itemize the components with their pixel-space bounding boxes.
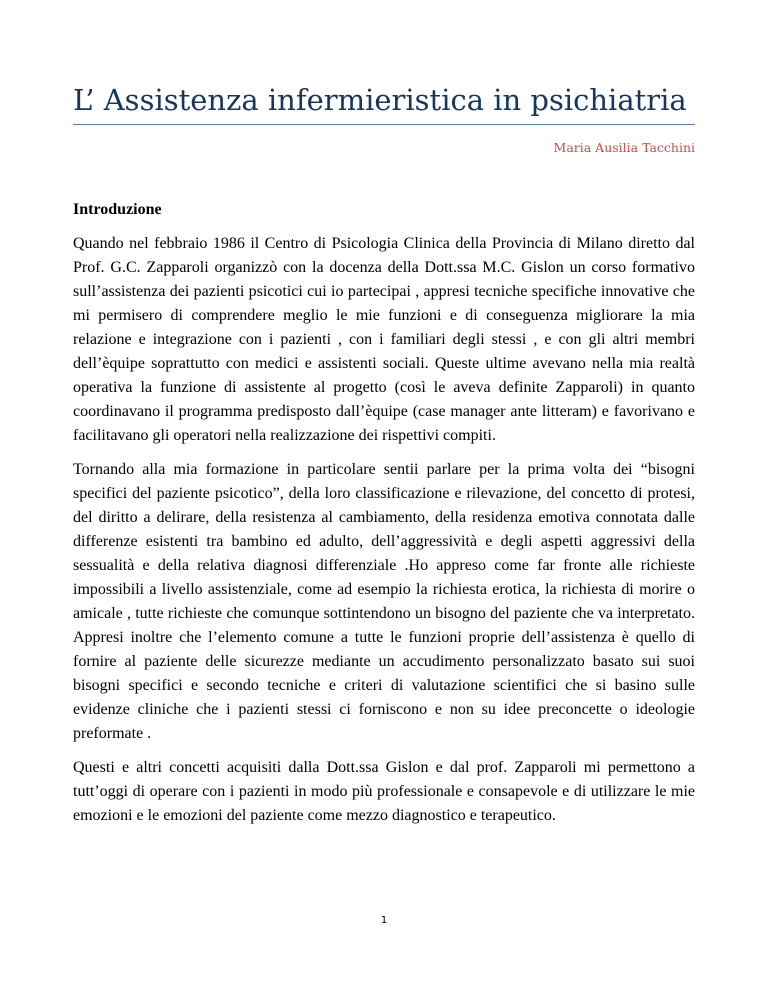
author-name: Maria Ausilia Tacchini — [553, 140, 695, 155]
paragraph-1: Quando nel febbraio 1986 il Centro di Psicologia Clinica della Provincia di Milano diretto dal Prof. G.C. Zapparoli organizzò con la docenza della Dott.ssa M.C. Gislon un corso formativo sull’assistenza dei pazienti psicotici cui io partecipai , appresi tecniche specifiche innovative che mi permisero di comprendere meglio le mie funzioni e di conseguenza migliorare la mia relazione e integrazione con i pazienti , con i familiari degli stessi , e con gli altri membri dell’èquipe soprattutto con medici e assistenti sociali. Queste ultime avevano nella mia realtà operativa la funzione di assistente al progetto (così le aveva definite Zapparoli) in quanto coordinavano il programma predisposto dall’èquipe (case manager ante litteram) e favorivano e facilitavano gli operatori nella realizzazione dei rispettivi compiti. — [73, 235, 695, 444]
paragraph-3: Questi e altri concetti acquisiti dalla Dott.ssa Gislon e dal prof. Zapparoli mi permettono a tutt’oggi di operare con i pazienti in modo più professionale e consapevole e di utilizzare le mie emozioni e le emozioni del paziente come mezzo diagnostico e terapeutico. — [73, 759, 695, 824]
document-body — [73, 198, 695, 838]
document-title: L’ Assistenza infermieristica in psichiatria — [73, 83, 687, 117]
paragraph-2: Tornando alla mia formazione in particolare sentii parlare per la prima volta dei “bisogni specifici del paziente psicotico”, della loro classificazione e rilevazione, del concetto di protesi, del diritto a delirare, della resistenza al cambiamento, della residenza emotiva connotata dalle differenze esistenti tra bambino ed adulto, dell’aggressività e degli aspetti aggressivi della sessualità e della relativa diagnosi differenziale .Ho appreso come far fronte alle richieste impossibili a livello assistenziale, come ad esempio la richiesta erotica, la richiesta di morire o amicale , tutte richieste che comunque sottintendono un bisogno del paziente che va interpretato. Appresi inoltre che l’elemento comune a tutte le funzioni proprie dell’assistenza è quello di fornire al paziente delle sicurezze mediante un accudimento personalizzato basato sui suoi bisogni specifici e secondo tecniche e criteri di valutazione scientifici che si basino sulle evidenze cliniche che i pazienti stessi ci forniscono e non su idee preconcette o ideologie preformate . — [73, 461, 695, 742]
title-underline — [73, 124, 695, 125]
page-number: 1 — [380, 915, 388, 926]
section-heading: Introduzione — [73, 201, 162, 218]
